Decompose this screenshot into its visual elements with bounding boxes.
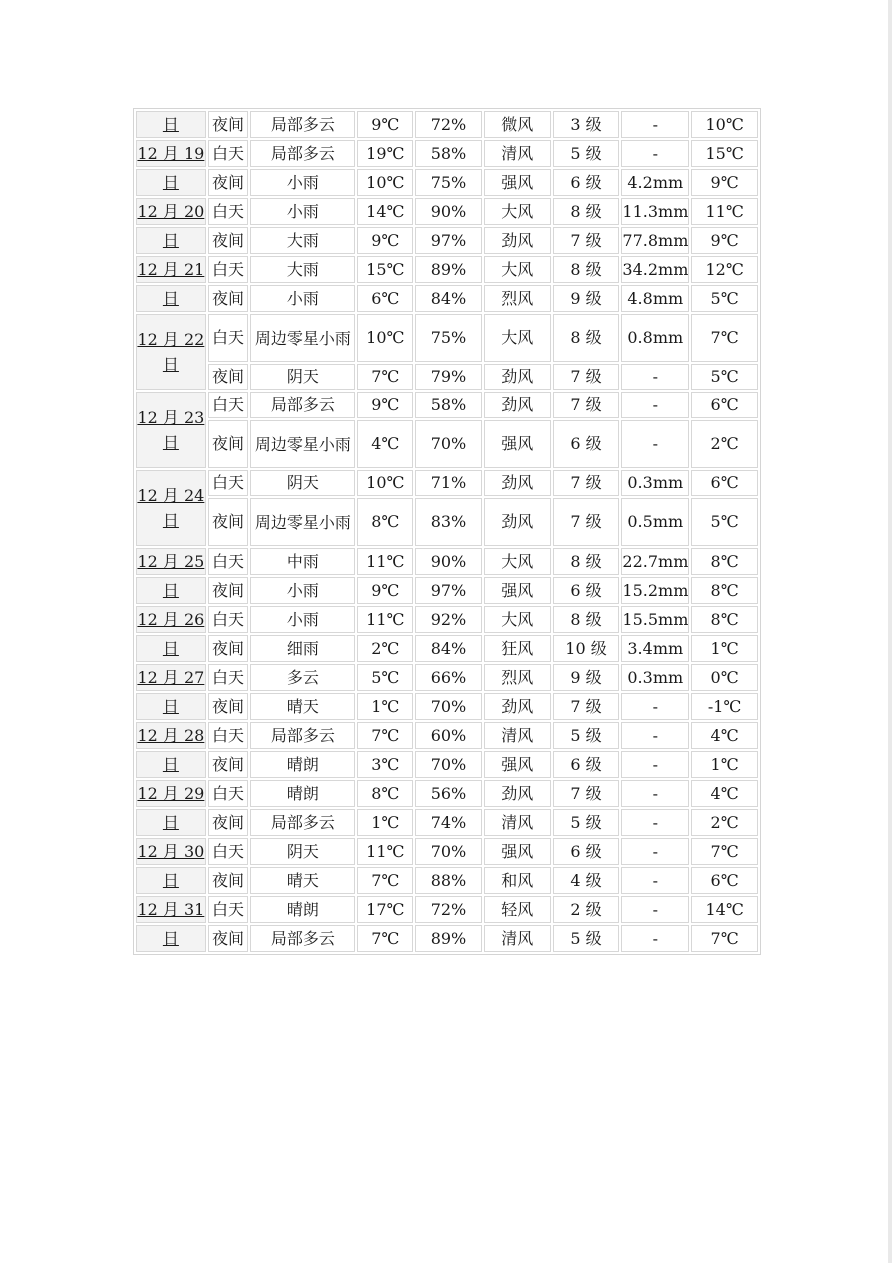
feels-like-cell: 11℃: [691, 198, 758, 225]
wind-cell: 清风: [484, 722, 551, 749]
table-row: [136, 635, 758, 662]
precipitation-cell: -: [621, 838, 689, 865]
wind-level-cell: 8 级: [553, 314, 620, 362]
weather-cell: 大雨: [250, 227, 355, 254]
period-cell: 夜间: [208, 867, 248, 894]
wind-cell: 强风: [484, 420, 551, 468]
weather-cell: 局部多云: [250, 111, 355, 138]
temperature-cell: 19℃: [357, 140, 413, 167]
humidity-cell: 79%: [415, 364, 482, 390]
wind-level-cell: 5 级: [553, 722, 620, 749]
table-row: [136, 693, 758, 720]
humidity-cell: 70%: [415, 838, 482, 865]
weather-cell: 局部多云: [250, 140, 355, 167]
temperature-cell: 11℃: [357, 838, 413, 865]
precipitation-cell: -: [621, 140, 689, 167]
weather-cell: 晴朗: [250, 751, 355, 778]
weather-table-body: [136, 111, 758, 952]
feels-like-cell: 14℃: [691, 896, 758, 923]
date-cell: 12 月 27: [136, 664, 206, 691]
weather-cell: 小雨: [250, 169, 355, 196]
feels-like-cell: 7℃: [691, 925, 758, 952]
feels-like-cell: 2℃: [691, 420, 758, 468]
precipitation-cell: -: [621, 392, 689, 418]
wind-cell: 大风: [484, 548, 551, 575]
feels-like-cell: -1℃: [691, 693, 758, 720]
feels-like-cell: 9℃: [691, 169, 758, 196]
table-row: [136, 664, 758, 691]
wind-cell: 强风: [484, 169, 551, 196]
humidity-cell: 70%: [415, 420, 482, 468]
feels-like-cell: 5℃: [691, 498, 758, 546]
humidity-cell: 89%: [415, 256, 482, 283]
date-cell: 12 月 28: [136, 722, 206, 749]
weather-cell: 小雨: [250, 577, 355, 604]
wind-cell: 清风: [484, 925, 551, 952]
temperature-cell: 8℃: [357, 780, 413, 807]
date-cell: 日: [136, 867, 206, 894]
page-edge: [888, 0, 892, 1263]
table-row: [136, 140, 758, 167]
date-cell: 日: [136, 751, 206, 778]
wind-cell: 强风: [484, 838, 551, 865]
wind-level-cell: 9 级: [553, 285, 620, 312]
date-cell: 12 月 25: [136, 548, 206, 575]
temperature-cell: 9℃: [357, 392, 413, 418]
temperature-cell: 9℃: [357, 227, 413, 254]
wind-level-cell: 6 级: [553, 577, 620, 604]
wind-cell: 劲风: [484, 227, 551, 254]
table-row: [136, 809, 758, 836]
weather-cell: 阴天: [250, 470, 355, 496]
table-row: [136, 867, 758, 894]
table-row: [136, 925, 758, 952]
precipitation-cell: 22.7mm: [621, 548, 689, 575]
wind-level-cell: 7 级: [553, 364, 620, 390]
wind-level-cell: 7 级: [553, 693, 620, 720]
date-cell: 12 月 21: [136, 256, 206, 283]
precipitation-cell: -: [621, 867, 689, 894]
temperature-cell: 11℃: [357, 606, 413, 633]
date-cell: 日: [136, 227, 206, 254]
feels-like-cell: 10℃: [691, 111, 758, 138]
period-cell: 白天: [208, 722, 248, 749]
temperature-cell: 15℃: [357, 256, 413, 283]
period-cell: 白天: [208, 314, 248, 362]
wind-cell: 清风: [484, 809, 551, 836]
precipitation-cell: 3.4mm: [621, 635, 689, 662]
humidity-cell: 71%: [415, 470, 482, 496]
humidity-cell: 58%: [415, 140, 482, 167]
table-row: [136, 169, 758, 196]
weather-cell: 晴天: [250, 693, 355, 720]
wind-cell: 大风: [484, 606, 551, 633]
period-cell: 白天: [208, 664, 248, 691]
humidity-cell: 75%: [415, 314, 482, 362]
weather-cell: 阴天: [250, 838, 355, 865]
wind-level-cell: 7 级: [553, 780, 620, 807]
table-row: [136, 198, 758, 225]
period-cell: 夜间: [208, 169, 248, 196]
feels-like-cell: 1℃: [691, 751, 758, 778]
wind-level-cell: 9 级: [553, 664, 620, 691]
wind-cell: 劲风: [484, 693, 551, 720]
wind-level-cell: 5 级: [553, 809, 620, 836]
date-cell: 12 月 30: [136, 838, 206, 865]
feels-like-cell: 7℃: [691, 838, 758, 865]
wind-level-cell: 5 级: [553, 925, 620, 952]
weather-cell: 周边零星小雨: [250, 314, 355, 362]
wind-cell: 劲风: [484, 392, 551, 418]
wind-cell: 和风: [484, 867, 551, 894]
humidity-cell: 72%: [415, 896, 482, 923]
period-cell: 白天: [208, 606, 248, 633]
period-cell: 夜间: [208, 364, 248, 390]
humidity-cell: 97%: [415, 227, 482, 254]
temperature-cell: 2℃: [357, 635, 413, 662]
table-row: [136, 838, 758, 865]
period-cell: 白天: [208, 838, 248, 865]
temperature-cell: 5℃: [357, 664, 413, 691]
precipitation-cell: -: [621, 364, 689, 390]
period-cell: 夜间: [208, 693, 248, 720]
precipitation-cell: -: [621, 896, 689, 923]
feels-like-cell: 4℃: [691, 780, 758, 807]
table-row: [136, 364, 758, 390]
precipitation-cell: -: [621, 809, 689, 836]
date-cell: 12 月 22 日: [136, 314, 206, 390]
period-cell: 夜间: [208, 751, 248, 778]
date-cell: 12 月 19: [136, 140, 206, 167]
wind-level-cell: 7 级: [553, 498, 620, 546]
precipitation-cell: 0.5mm: [621, 498, 689, 546]
wind-level-cell: 8 级: [553, 198, 620, 225]
period-cell: 白天: [208, 470, 248, 496]
date-cell: 12 月 20: [136, 198, 206, 225]
precipitation-cell: 15.5mm: [621, 606, 689, 633]
humidity-cell: 84%: [415, 635, 482, 662]
precipitation-cell: 11.3mm: [621, 198, 689, 225]
humidity-cell: 88%: [415, 867, 482, 894]
weather-cell: 大雨: [250, 256, 355, 283]
humidity-cell: 90%: [415, 198, 482, 225]
wind-level-cell: 8 级: [553, 256, 620, 283]
period-cell: 夜间: [208, 925, 248, 952]
table-row: [136, 256, 758, 283]
temperature-cell: 1℃: [357, 809, 413, 836]
table-row: [136, 285, 758, 312]
date-cell: 日: [136, 809, 206, 836]
wind-cell: 狂风: [484, 635, 551, 662]
table-row: [136, 577, 758, 604]
precipitation-cell: -: [621, 420, 689, 468]
weather-cell: 周边零星小雨: [250, 420, 355, 468]
humidity-cell: 89%: [415, 925, 482, 952]
humidity-cell: 90%: [415, 548, 482, 575]
period-cell: 夜间: [208, 111, 248, 138]
table-row: [136, 498, 758, 546]
table-row: [136, 227, 758, 254]
humidity-cell: 70%: [415, 693, 482, 720]
humidity-cell: 75%: [415, 169, 482, 196]
date-cell: 日: [136, 635, 206, 662]
humidity-cell: 58%: [415, 392, 482, 418]
table-row: [136, 314, 758, 362]
feels-like-cell: 0℃: [691, 664, 758, 691]
period-cell: 夜间: [208, 285, 248, 312]
humidity-cell: 56%: [415, 780, 482, 807]
temperature-cell: 14℃: [357, 198, 413, 225]
feels-like-cell: 6℃: [691, 867, 758, 894]
wind-cell: 劲风: [484, 498, 551, 546]
table-row: [136, 606, 758, 633]
humidity-cell: 70%: [415, 751, 482, 778]
table-row: [136, 111, 758, 138]
period-cell: 夜间: [208, 809, 248, 836]
table-row: [136, 722, 758, 749]
temperature-cell: 17℃: [357, 896, 413, 923]
wind-level-cell: 2 级: [553, 896, 620, 923]
weather-cell: 小雨: [250, 285, 355, 312]
temperature-cell: 1℃: [357, 693, 413, 720]
feels-like-cell: 6℃: [691, 470, 758, 496]
date-cell: 日: [136, 925, 206, 952]
humidity-cell: 72%: [415, 111, 482, 138]
wind-cell: 清风: [484, 140, 551, 167]
table-row: [136, 470, 758, 496]
temperature-cell: 6℃: [357, 285, 413, 312]
table-row: [136, 420, 758, 468]
wind-cell: 劲风: [484, 364, 551, 390]
wind-level-cell: 7 级: [553, 470, 620, 496]
period-cell: 白天: [208, 780, 248, 807]
temperature-cell: 7℃: [357, 867, 413, 894]
weather-cell: 晴天: [250, 867, 355, 894]
wind-cell: 强风: [484, 751, 551, 778]
period-cell: 夜间: [208, 498, 248, 546]
precipitation-cell: 77.8mm: [621, 227, 689, 254]
weather-cell: 小雨: [250, 606, 355, 633]
temperature-cell: 9℃: [357, 577, 413, 604]
feels-like-cell: 8℃: [691, 577, 758, 604]
temperature-cell: 7℃: [357, 364, 413, 390]
date-cell: 日: [136, 693, 206, 720]
feels-like-cell: 5℃: [691, 285, 758, 312]
humidity-cell: 83%: [415, 498, 482, 546]
humidity-cell: 60%: [415, 722, 482, 749]
precipitation-cell: -: [621, 722, 689, 749]
precipitation-cell: -: [621, 780, 689, 807]
wind-cell: 轻风: [484, 896, 551, 923]
humidity-cell: 97%: [415, 577, 482, 604]
date-cell: 12 月 31: [136, 896, 206, 923]
precipitation-cell: 15.2mm: [621, 577, 689, 604]
temperature-cell: 7℃: [357, 925, 413, 952]
precipitation-cell: -: [621, 925, 689, 952]
weather-cell: 局部多云: [250, 925, 355, 952]
table-row: [136, 896, 758, 923]
humidity-cell: 66%: [415, 664, 482, 691]
wind-cell: 微风: [484, 111, 551, 138]
feels-like-cell: 15℃: [691, 140, 758, 167]
period-cell: 白天: [208, 896, 248, 923]
precipitation-cell: 0.3mm: [621, 470, 689, 496]
temperature-cell: 9℃: [357, 111, 413, 138]
precipitation-cell: 0.3mm: [621, 664, 689, 691]
weather-cell: 局部多云: [250, 392, 355, 418]
period-cell: 白天: [208, 256, 248, 283]
period-cell: 夜间: [208, 635, 248, 662]
date-cell: 日: [136, 577, 206, 604]
table-row: [136, 751, 758, 778]
period-cell: 夜间: [208, 420, 248, 468]
temperature-cell: 4℃: [357, 420, 413, 468]
weather-forecast-table: [133, 108, 761, 955]
feels-like-cell: 7℃: [691, 314, 758, 362]
wind-level-cell: 6 级: [553, 838, 620, 865]
table-row: [136, 392, 758, 418]
wind-level-cell: 3 级: [553, 111, 620, 138]
temperature-cell: 8℃: [357, 498, 413, 546]
wind-cell: 强风: [484, 577, 551, 604]
wind-level-cell: 7 级: [553, 227, 620, 254]
temperature-cell: 3℃: [357, 751, 413, 778]
wind-level-cell: 6 级: [553, 420, 620, 468]
feels-like-cell: 8℃: [691, 606, 758, 633]
wind-level-cell: 6 级: [553, 751, 620, 778]
weather-cell: 晴朗: [250, 896, 355, 923]
humidity-cell: 92%: [415, 606, 482, 633]
wind-cell: 劲风: [484, 780, 551, 807]
temperature-cell: 10℃: [357, 169, 413, 196]
humidity-cell: 84%: [415, 285, 482, 312]
feels-like-cell: 1℃: [691, 635, 758, 662]
wind-level-cell: 8 级: [553, 606, 620, 633]
weather-cell: 阴天: [250, 364, 355, 390]
date-cell: 日: [136, 111, 206, 138]
feels-like-cell: 9℃: [691, 227, 758, 254]
weather-cell: 小雨: [250, 198, 355, 225]
feels-like-cell: 8℃: [691, 548, 758, 575]
weather-cell: 中雨: [250, 548, 355, 575]
temperature-cell: 11℃: [357, 548, 413, 575]
feels-like-cell: 2℃: [691, 809, 758, 836]
weather-cell: 细雨: [250, 635, 355, 662]
precipitation-cell: -: [621, 693, 689, 720]
wind-cell: 烈风: [484, 664, 551, 691]
date-cell: 12 月 26: [136, 606, 206, 633]
wind-cell: 大风: [484, 314, 551, 362]
period-cell: 白天: [208, 140, 248, 167]
precipitation-cell: 0.8mm: [621, 314, 689, 362]
temperature-cell: 10℃: [357, 314, 413, 362]
weather-cell: 多云: [250, 664, 355, 691]
period-cell: 白天: [208, 392, 248, 418]
feels-like-cell: 4℃: [691, 722, 758, 749]
period-cell: 白天: [208, 198, 248, 225]
feels-like-cell: 5℃: [691, 364, 758, 390]
precipitation-cell: -: [621, 751, 689, 778]
wind-level-cell: 7 级: [553, 392, 620, 418]
wind-level-cell: 10 级: [553, 635, 620, 662]
period-cell: 夜间: [208, 577, 248, 604]
temperature-cell: 10℃: [357, 470, 413, 496]
feels-like-cell: 6℃: [691, 392, 758, 418]
weather-cell: 周边零星小雨: [250, 498, 355, 546]
period-cell: 白天: [208, 548, 248, 575]
wind-cell: 烈风: [484, 285, 551, 312]
date-cell: 12 月 24 日: [136, 470, 206, 546]
date-cell: 12 月 23 日: [136, 392, 206, 468]
weather-cell: 晴朗: [250, 780, 355, 807]
wind-level-cell: 4 级: [553, 867, 620, 894]
weather-cell: 局部多云: [250, 722, 355, 749]
table-row: [136, 548, 758, 575]
temperature-cell: 7℃: [357, 722, 413, 749]
date-cell: 日: [136, 285, 206, 312]
wind-level-cell: 6 级: [553, 169, 620, 196]
precipitation-cell: 34.2mm: [621, 256, 689, 283]
wind-cell: 大风: [484, 256, 551, 283]
period-cell: 夜间: [208, 227, 248, 254]
precipitation-cell: -: [621, 111, 689, 138]
wind-level-cell: 8 级: [553, 548, 620, 575]
weather-cell: 局部多云: [250, 809, 355, 836]
precipitation-cell: 4.2mm: [621, 169, 689, 196]
precipitation-cell: 4.8mm: [621, 285, 689, 312]
table-row: [136, 780, 758, 807]
wind-level-cell: 5 级: [553, 140, 620, 167]
date-cell: 日: [136, 169, 206, 196]
humidity-cell: 74%: [415, 809, 482, 836]
wind-cell: 劲风: [484, 470, 551, 496]
feels-like-cell: 12℃: [691, 256, 758, 283]
date-cell: 12 月 29: [136, 780, 206, 807]
wind-cell: 大风: [484, 198, 551, 225]
